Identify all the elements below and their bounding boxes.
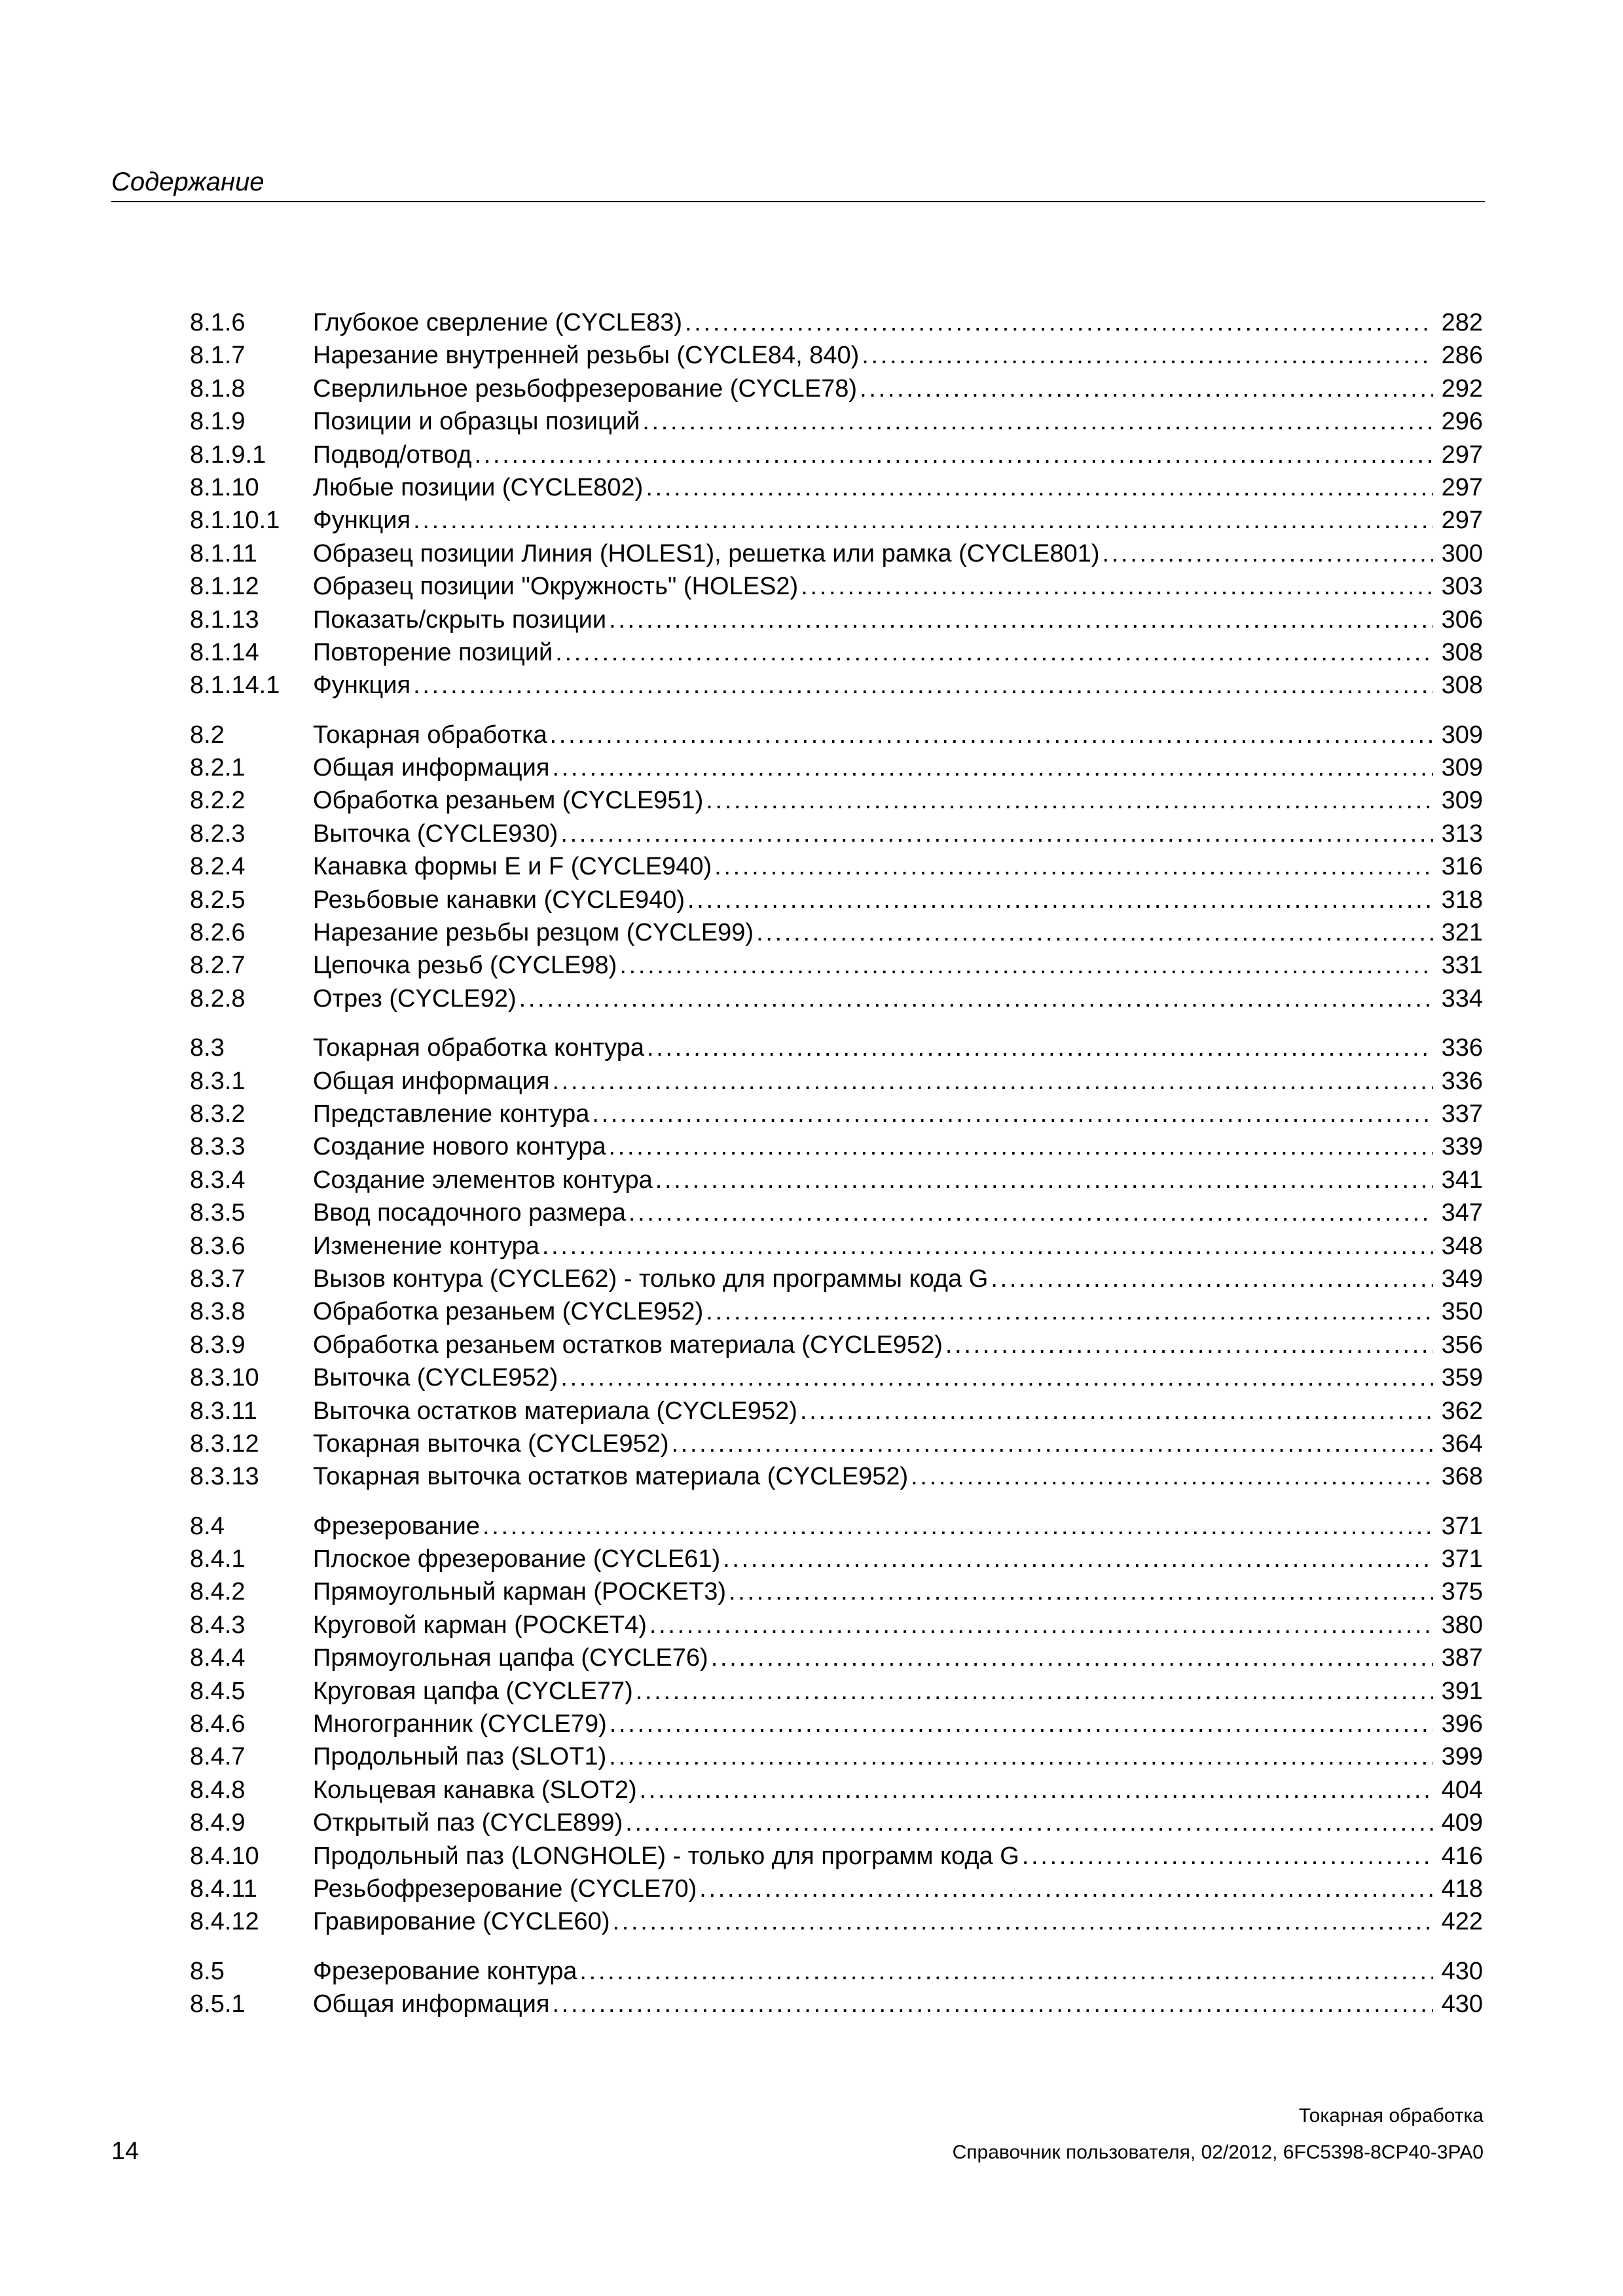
toc-entry[interactable] bbox=[190, 504, 1483, 537]
toc-entry-number: 8.4.8 bbox=[190, 1776, 246, 1804]
toc-entry[interactable] bbox=[190, 1395, 1483, 1427]
toc-entry-title[interactable]: Продольный паз (SLOT1) bbox=[313, 1743, 607, 1771]
toc-entry-title[interactable]: Круговой карман (POCKET4) bbox=[313, 1611, 647, 1639]
toc-entry-number: 8.1.11 bbox=[190, 539, 257, 567]
toc-entry[interactable] bbox=[190, 1708, 1483, 1740]
toc-entry-number: 8.3.1 bbox=[190, 1067, 246, 1095]
toc-entry-page[interactable]: 371 bbox=[1441, 1512, 1483, 1540]
toc-entry[interactable] bbox=[190, 1988, 1483, 2020]
toc-entry-number: 8.4.12 bbox=[190, 1908, 259, 1936]
toc-entry-number: 8.1.8 bbox=[190, 374, 246, 403]
toc-dot-leader bbox=[860, 372, 1433, 405]
toc-dot-leader bbox=[649, 1609, 1433, 1641]
toc-dot-leader bbox=[640, 1774, 1433, 1806]
toc-entry-title[interactable]: Канавка формы E и F (CYCLE940) bbox=[313, 853, 712, 881]
toc-entry-number: 8.3.11 bbox=[190, 1397, 257, 1425]
toc-dot-leader bbox=[729, 1575, 1433, 1608]
toc-entry-page[interactable]: 409 bbox=[1441, 1809, 1483, 1837]
toc-entry[interactable] bbox=[190, 1641, 1483, 1674]
toc-entry-title[interactable]: Гравирование (CYCLE60) bbox=[313, 1908, 610, 1936]
toc-entry-number: 8.4.6 bbox=[190, 1710, 246, 1738]
toc-entry-number: 8.1.7 bbox=[190, 342, 246, 370]
toc-entry-page[interactable]: 404 bbox=[1441, 1776, 1483, 1804]
toc-entry-number: 8.4.3 bbox=[190, 1611, 246, 1639]
toc-entry-title[interactable]: Повторение позиций bbox=[313, 638, 553, 666]
toc-entry-number: 8.1.12 bbox=[190, 573, 259, 601]
toc-entry-page[interactable]: 308 bbox=[1441, 638, 1483, 666]
toc-entry[interactable] bbox=[190, 471, 1483, 504]
toc-entry-number: 8.2.7 bbox=[190, 952, 246, 980]
toc-entry-title[interactable]: Прямоугольный карман (POCKET3) bbox=[313, 1578, 727, 1606]
toc-entry-page[interactable]: 396 bbox=[1441, 1710, 1483, 1738]
toc-dot-leader bbox=[413, 504, 1433, 537]
toc-dot-leader bbox=[550, 719, 1433, 751]
toc-dot-leader bbox=[609, 603, 1433, 636]
toc-entry-title[interactable]: Плоское фрезерование (CYCLE61) bbox=[313, 1545, 721, 1573]
toc-entry-page[interactable]: 282 bbox=[1441, 309, 1483, 336]
toc-entry-number: 8.2.2 bbox=[190, 787, 246, 815]
toc-dot-leader bbox=[756, 916, 1433, 949]
toc-entry-title[interactable]: Ввод посадочного размера bbox=[313, 1199, 626, 1227]
toc-entry[interactable] bbox=[190, 1510, 1483, 1543]
toc-entry-title[interactable]: Обработка резаньем (CYCLE952) bbox=[313, 1298, 704, 1326]
toc-entry-title[interactable]: Общая информация bbox=[313, 1067, 550, 1095]
toc-entry-title[interactable]: Функция bbox=[313, 507, 411, 535]
toc-dot-leader bbox=[609, 1740, 1433, 1773]
toc-entry-page[interactable]: 430 bbox=[1441, 1957, 1483, 1985]
toc-entry[interactable] bbox=[190, 719, 1483, 751]
toc-entry-number: 8.5 bbox=[190, 1957, 225, 1985]
toc-dot-leader bbox=[413, 669, 1433, 702]
toc-entry[interactable] bbox=[190, 784, 1483, 817]
footer-manual-reference: Справочник пользователя, 02/2012, 6FC5398-8CP40-3PA0 bbox=[952, 2142, 1484, 2163]
toc-entry[interactable] bbox=[190, 949, 1483, 982]
toc-entry-number: 8.1.10.1 bbox=[190, 507, 280, 535]
toc-entry-page[interactable]: 356 bbox=[1441, 1331, 1483, 1359]
toc-group bbox=[190, 1955, 1483, 2021]
toc-entry-page[interactable]: 297 bbox=[1441, 440, 1483, 469]
toc-entry-number: 8.2.6 bbox=[190, 919, 246, 947]
toc-entry-title[interactable]: Подвод/отвод bbox=[313, 440, 472, 469]
toc-dot-leader bbox=[592, 1098, 1433, 1130]
toc-dot-leader bbox=[991, 1263, 1433, 1295]
toc-entry-title[interactable]: Продольный паз (LONGHOLE) - только для программ кода G bbox=[313, 1842, 1019, 1870]
toc-dot-leader bbox=[560, 1361, 1433, 1394]
toc-entry-page[interactable]: 313 bbox=[1441, 819, 1483, 848]
toc-dot-leader bbox=[1103, 537, 1433, 570]
toc-dot-leader bbox=[619, 949, 1433, 982]
toc-entry-title[interactable]: Круговая цапфа (CYCLE77) bbox=[313, 1677, 633, 1705]
toc-entry-number: 8.2 bbox=[190, 721, 225, 749]
toc-entry[interactable] bbox=[190, 636, 1483, 669]
toc-entry[interactable] bbox=[190, 982, 1483, 1015]
toc-entry-title[interactable]: Общая информация bbox=[313, 1990, 550, 2018]
toc-entry-title[interactable]: Позиции и образцы позиций bbox=[313, 408, 640, 436]
toc-dot-leader bbox=[552, 751, 1433, 784]
toc-entry-number: 8.1.9 bbox=[190, 408, 246, 436]
toc-entry-title[interactable]: Резьбовые канавки (CYCLE940) bbox=[313, 886, 685, 914]
toc-dot-leader bbox=[552, 1065, 1433, 1098]
toc-entry[interactable] bbox=[190, 1164, 1483, 1196]
toc-entry-title[interactable]: Функция bbox=[313, 672, 411, 700]
toc-entry-title[interactable]: Многогранник (CYCLE79) bbox=[313, 1710, 607, 1738]
toc-entry[interactable] bbox=[190, 1543, 1483, 1575]
toc-entry-number: 8.1.14.1 bbox=[190, 672, 280, 700]
toc-entry-page[interactable]: 399 bbox=[1441, 1743, 1483, 1771]
toc-entry-number: 8.4.4 bbox=[190, 1644, 246, 1672]
toc-dot-leader bbox=[625, 1806, 1433, 1839]
toc-entry-title[interactable]: Изменение контура bbox=[313, 1232, 539, 1260]
toc-entry-title[interactable]: Создание нового контура bbox=[313, 1133, 606, 1161]
toc-dot-leader bbox=[801, 570, 1433, 603]
toc-entry-page[interactable]: 336 bbox=[1441, 1034, 1483, 1062]
toc-dot-leader bbox=[579, 1955, 1433, 1988]
toc-entry-number: 8.3.13 bbox=[190, 1463, 259, 1491]
toc-entry-page[interactable]: 297 bbox=[1441, 473, 1483, 501]
toc-entry[interactable] bbox=[190, 916, 1483, 949]
toc-dot-leader bbox=[685, 306, 1433, 339]
toc-entry-title[interactable]: Фрезерование контура bbox=[313, 1957, 577, 1985]
toc-entry-page[interactable]: 308 bbox=[1441, 672, 1483, 700]
toc-entry-page[interactable]: 292 bbox=[1441, 374, 1483, 403]
toc-entry-number: 8.2.5 bbox=[190, 886, 246, 914]
toc-entry[interactable] bbox=[190, 884, 1483, 916]
toc-group bbox=[190, 306, 1483, 702]
toc-entry-title[interactable]: Токарная обработка контура bbox=[313, 1034, 644, 1062]
toc-entry[interactable] bbox=[190, 1675, 1483, 1708]
toc-entry-title[interactable]: Сверлильное резьбофрезерование (CYCLE78) bbox=[313, 374, 858, 403]
toc-entry-title[interactable]: Образец позиции "Окружность" (HOLES2) bbox=[313, 573, 799, 601]
toc-entry-number: 8.5.1 bbox=[190, 1990, 246, 2018]
toc-entry-number: 8.3.9 bbox=[190, 1331, 246, 1359]
toc-entry-number: 8.1.9.1 bbox=[190, 440, 266, 469]
toc-entry-page[interactable]: 318 bbox=[1441, 886, 1483, 914]
toc-entry-number: 8.2.1 bbox=[190, 754, 246, 782]
toc-entry-page[interactable]: 336 bbox=[1441, 1067, 1483, 1095]
toc-entry-title[interactable]: Токарная выточка остатков материала (CYCLE952) bbox=[313, 1463, 909, 1491]
toc-entry[interactable] bbox=[190, 570, 1483, 603]
toc-dot-leader bbox=[560, 817, 1433, 850]
toc-entry-page[interactable]: 341 bbox=[1441, 1166, 1483, 1194]
toc-dot-leader bbox=[911, 1460, 1433, 1493]
toc-entry[interactable] bbox=[190, 1130, 1483, 1163]
toc-entry-number: 8.1.10 bbox=[190, 473, 259, 501]
toc-entry[interactable] bbox=[190, 537, 1483, 570]
toc-entry-title[interactable]: Образец позиции Линия (HOLES1), решетка или рамка (CYCLE801) bbox=[313, 539, 1100, 567]
toc-entry[interactable] bbox=[190, 1098, 1483, 1130]
toc-dot-leader bbox=[706, 784, 1433, 817]
toc-entry[interactable] bbox=[190, 1263, 1483, 1295]
toc-entry[interactable] bbox=[190, 603, 1483, 636]
toc-entry-number: 8.2.3 bbox=[190, 819, 246, 848]
toc-entry-number: 8.4 bbox=[190, 1512, 225, 1540]
toc-entry-page[interactable]: 316 bbox=[1441, 853, 1483, 881]
toc-entry-title[interactable]: Фрезерование bbox=[313, 1512, 480, 1540]
toc-entry-title[interactable]: Любые позиции (CYCLE802) bbox=[313, 473, 644, 501]
toc-entry-number: 8.3.6 bbox=[190, 1232, 246, 1260]
header-divider bbox=[111, 201, 1485, 202]
toc-entry-page[interactable]: 368 bbox=[1441, 1463, 1483, 1491]
toc-entry-number: 8.1.6 bbox=[190, 309, 246, 336]
toc-entry-title[interactable]: Прямоугольная цапфа (CYCLE76) bbox=[313, 1644, 708, 1672]
toc-entry-title[interactable]: Создание элементов контура bbox=[313, 1166, 653, 1194]
toc-entry[interactable] bbox=[190, 817, 1483, 850]
toc-entry-page[interactable]: 375 bbox=[1441, 1578, 1483, 1606]
toc-entry[interactable] bbox=[190, 1031, 1483, 1064]
toc-entry[interactable] bbox=[190, 751, 1483, 784]
toc-entry-page[interactable]: 362 bbox=[1441, 1397, 1483, 1425]
toc-dot-leader bbox=[610, 1708, 1433, 1740]
toc-dot-leader bbox=[647, 1031, 1433, 1064]
toc-entry[interactable] bbox=[190, 1905, 1483, 1938]
toc-entry-page[interactable]: 364 bbox=[1441, 1429, 1483, 1458]
toc-entry-page[interactable]: 334 bbox=[1441, 984, 1483, 1013]
toc-dot-leader bbox=[711, 1641, 1433, 1674]
toc-entry-title[interactable]: Нарезание резьбы резцом (CYCLE99) bbox=[313, 919, 754, 947]
toc-dot-leader bbox=[714, 850, 1433, 883]
toc-entry[interactable] bbox=[190, 1361, 1483, 1394]
toc-entry-number: 8.3.4 bbox=[190, 1166, 246, 1194]
toc-dot-leader bbox=[552, 1988, 1433, 2020]
toc-dot-leader bbox=[636, 1675, 1433, 1708]
toc-entry-page[interactable]: 309 bbox=[1441, 721, 1483, 749]
toc-entry[interactable] bbox=[190, 1230, 1483, 1263]
page-header-title: Содержание bbox=[111, 168, 264, 196]
toc-entry-page[interactable]: 337 bbox=[1441, 1100, 1483, 1128]
toc-entry-number: 8.3 bbox=[190, 1034, 225, 1062]
footer-section-title: Токарная обработка bbox=[1298, 2105, 1484, 2126]
toc-dot-leader bbox=[519, 982, 1433, 1015]
toc-dot-leader bbox=[655, 1164, 1433, 1196]
toc-entry-number: 8.4.7 bbox=[190, 1743, 246, 1771]
toc-entry-page[interactable]: 339 bbox=[1441, 1133, 1483, 1161]
toc-entry-title[interactable]: Отрез (CYCLE92) bbox=[313, 984, 517, 1013]
toc-entry[interactable] bbox=[190, 1065, 1483, 1098]
toc-entry[interactable] bbox=[190, 372, 1483, 405]
toc-dot-leader bbox=[699, 1873, 1433, 1905]
toc-entry[interactable] bbox=[190, 1575, 1483, 1608]
toc-entry-page[interactable]: 297 bbox=[1441, 507, 1483, 535]
toc-entry-number: 8.4.5 bbox=[190, 1677, 246, 1705]
toc-entry[interactable] bbox=[190, 1955, 1483, 1988]
toc-entry-number: 8.4.9 bbox=[190, 1809, 246, 1837]
toc-entry-page[interactable]: 331 bbox=[1441, 952, 1483, 980]
toc-entry-number: 8.3.10 bbox=[190, 1364, 259, 1392]
toc-entry[interactable] bbox=[190, 339, 1483, 372]
toc-dot-leader bbox=[862, 339, 1433, 372]
toc-entry-number: 8.3.8 bbox=[190, 1298, 246, 1326]
toc-entry-number: 8.4.10 bbox=[190, 1842, 259, 1870]
toc-entry[interactable] bbox=[190, 1774, 1483, 1806]
toc-entry-title[interactable]: Выточка остатков материала (CYCLE952) bbox=[313, 1397, 797, 1425]
toc-entry-number: 8.3.5 bbox=[190, 1199, 246, 1227]
toc-group bbox=[190, 719, 1483, 1016]
toc-dot-leader bbox=[629, 1196, 1433, 1229]
toc-entry-page[interactable]: 416 bbox=[1441, 1842, 1483, 1870]
toc-entry[interactable] bbox=[190, 850, 1483, 883]
toc-dot-leader bbox=[646, 471, 1433, 504]
toc-entry-title[interactable]: Представление контура bbox=[313, 1100, 590, 1128]
toc-entry-number: 8.3.12 bbox=[190, 1429, 259, 1458]
toc-entry-page[interactable]: 422 bbox=[1441, 1908, 1483, 1936]
toc-entry-page[interactable]: 309 bbox=[1441, 754, 1483, 782]
toc-entry-title[interactable]: Токарная обработка bbox=[313, 721, 547, 749]
toc-entry-page[interactable]: 350 bbox=[1441, 1298, 1483, 1326]
toc-entry-page[interactable]: 387 bbox=[1441, 1644, 1483, 1672]
toc-entry[interactable] bbox=[190, 1806, 1483, 1839]
toc-entry[interactable] bbox=[190, 306, 1483, 339]
page-number: 14 bbox=[111, 2138, 139, 2165]
toc-entry-page[interactable]: 349 bbox=[1441, 1265, 1483, 1293]
toc-entry-number: 8.4.1 bbox=[190, 1545, 246, 1573]
toc-entry-title[interactable]: Глубокое сверление (CYCLE83) bbox=[313, 309, 683, 336]
toc-dot-leader bbox=[609, 1130, 1433, 1163]
toc-dot-leader bbox=[483, 1510, 1433, 1543]
table-of-contents bbox=[190, 306, 1483, 2021]
toc-entry-page[interactable]: 309 bbox=[1441, 787, 1483, 815]
toc-group bbox=[190, 1031, 1483, 1493]
toc-entry-number: 8.4.2 bbox=[190, 1578, 246, 1606]
toc-dot-leader bbox=[542, 1230, 1433, 1263]
toc-entry[interactable] bbox=[190, 1329, 1483, 1361]
toc-entry[interactable] bbox=[190, 1740, 1483, 1773]
toc-entry[interactable] bbox=[190, 1840, 1483, 1873]
toc-entry-page[interactable]: 286 bbox=[1441, 342, 1483, 370]
toc-entry-number: 8.1.14 bbox=[190, 638, 259, 666]
toc-entry-title[interactable]: Общая информация bbox=[313, 754, 550, 782]
toc-entry-page[interactable]: 371 bbox=[1441, 1545, 1483, 1573]
toc-entry-page[interactable]: 359 bbox=[1441, 1364, 1483, 1392]
toc-entry-page[interactable]: 391 bbox=[1441, 1677, 1483, 1705]
toc-entry[interactable] bbox=[190, 1873, 1483, 1905]
toc-entry-page[interactable]: 348 bbox=[1441, 1232, 1483, 1260]
toc-entry-number: 8.2.4 bbox=[190, 853, 246, 881]
toc-entry-title[interactable]: Кольцевая канавка (SLOT2) bbox=[313, 1776, 637, 1804]
toc-entry[interactable] bbox=[190, 1460, 1483, 1493]
toc-entry-number: 8.4.11 bbox=[190, 1874, 257, 1903]
toc-dot-leader bbox=[612, 1905, 1433, 1938]
toc-entry-number: 8.2.8 bbox=[190, 984, 246, 1013]
toc-entry-title[interactable]: Цепочка резьб (CYCLE98) bbox=[313, 952, 617, 980]
toc-entry-title[interactable]: Вызов контура (CYCLE62) - только для программы кода G bbox=[313, 1265, 989, 1293]
toc-entry-title[interactable]: Обработка резаньем (CYCLE951) bbox=[313, 787, 704, 815]
toc-entry-number: 8.1.13 bbox=[190, 605, 259, 634]
toc-entry[interactable] bbox=[190, 439, 1483, 471]
toc-entry-title[interactable]: Нарезание внутренней резьбы (CYCLE84, 840) bbox=[313, 342, 860, 370]
toc-entry-number: 8.3.3 bbox=[190, 1133, 246, 1161]
toc-entry-title[interactable]: Токарная выточка (CYCLE952) bbox=[313, 1429, 669, 1458]
toc-entry-title[interactable]: Открытый паз (CYCLE899) bbox=[313, 1809, 623, 1837]
toc-dot-leader bbox=[945, 1329, 1433, 1361]
toc-entry[interactable] bbox=[190, 405, 1483, 438]
toc-dot-leader bbox=[706, 1295, 1433, 1328]
toc-dot-leader bbox=[1022, 1840, 1433, 1873]
toc-dot-leader bbox=[642, 405, 1433, 438]
toc-entry[interactable] bbox=[190, 1295, 1483, 1328]
toc-entry-title[interactable]: Резьбофрезерование (CYCLE70) bbox=[313, 1874, 697, 1903]
toc-entry-title[interactable]: Обработка резаньем остатков материала (CYCLE952) bbox=[313, 1331, 943, 1359]
toc-entry[interactable] bbox=[190, 669, 1483, 702]
toc-entry-page[interactable]: 380 bbox=[1441, 1611, 1483, 1639]
toc-entry[interactable] bbox=[190, 1196, 1483, 1229]
toc-entry-title[interactable]: Выточка (CYCLE952) bbox=[313, 1364, 558, 1392]
toc-entry-page[interactable]: 321 bbox=[1441, 919, 1483, 947]
toc-group bbox=[190, 1510, 1483, 1939]
toc-dot-leader bbox=[475, 439, 1433, 471]
toc-dot-leader bbox=[723, 1543, 1433, 1575]
toc-entry-number: 8.3.2 bbox=[190, 1100, 246, 1128]
toc-entry-page[interactable]: 300 bbox=[1441, 539, 1483, 567]
toc-dot-leader bbox=[800, 1395, 1433, 1427]
toc-entry-page[interactable]: 430 bbox=[1441, 1990, 1483, 2018]
toc-entry[interactable] bbox=[190, 1427, 1483, 1460]
toc-entry-page[interactable]: 347 bbox=[1441, 1199, 1483, 1227]
toc-entry[interactable] bbox=[190, 1609, 1483, 1641]
toc-dot-leader bbox=[672, 1427, 1433, 1460]
toc-entry-title[interactable]: Показать/скрыть позиции bbox=[313, 605, 607, 634]
toc-entry-page[interactable]: 306 bbox=[1441, 605, 1483, 634]
toc-dot-leader bbox=[555, 636, 1433, 669]
toc-entry-page[interactable]: 303 bbox=[1441, 573, 1483, 601]
toc-entry-page[interactable]: 418 bbox=[1441, 1874, 1483, 1903]
toc-entry-number: 8.3.7 bbox=[190, 1265, 246, 1293]
toc-entry-title[interactable]: Выточка (CYCLE930) bbox=[313, 819, 558, 848]
toc-entry-page[interactable]: 296 bbox=[1441, 408, 1483, 436]
toc-dot-leader bbox=[687, 884, 1433, 916]
